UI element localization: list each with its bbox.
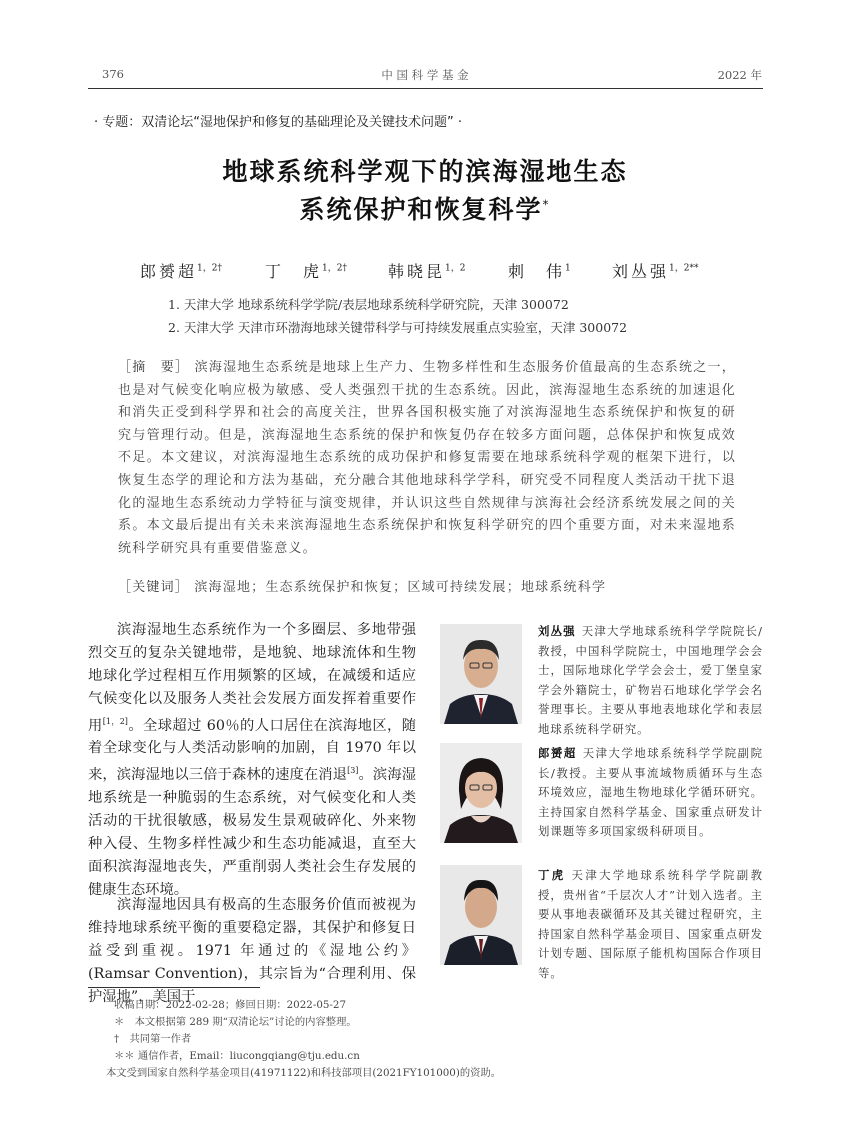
author (508, 259, 571, 282)
author-affiliation-mark: 1，2† (197, 263, 222, 274)
body-paragraph: 滨海湿地因具有极高的生态服务价值而被视为维持地球系统平衡的重要稳定器，其保护和修复日益受到重视。1971 年通过的《湿地公约》(Ramsar Convention)，其宗旨为“合理利用、保护湿地”，美国于 (88, 897, 416, 1005)
author-affiliation-mark: 1，2** (669, 263, 699, 274)
author-bio (538, 622, 763, 740)
footnote: † 共同第一作者 (114, 1033, 192, 1045)
citation-ref: [3] (347, 766, 359, 776)
bio-author-name: 丁虎 (538, 868, 566, 882)
author (388, 259, 465, 282)
author-name: 韩晓昆 (388, 262, 446, 281)
author-name: 刺 伟 (508, 262, 566, 281)
author-photo (440, 624, 522, 724)
author-photo-image (440, 865, 522, 965)
author (612, 259, 698, 282)
author-bio (538, 866, 763, 984)
journal-year: 2022 年 (717, 68, 762, 82)
bio-author-name: 郎赟超 (538, 746, 577, 760)
article-title-text: 系统保护和恢复科学 (299, 195, 543, 224)
footnote: 本文受到国家自然科学基金项目(41971122)和科技部项目(2021FY101000)的资助。 (106, 1067, 502, 1079)
abstract-label: ［摘 要］ (118, 360, 190, 375)
footnote: 收稿日期：2022-02-28；修回日期：2022-05-27 (114, 999, 347, 1011)
bio-text: 天津大学地球系统科学学院副教授，贵州省“千层次人才”计划入选者。主要从事地表碳循环及其关键过程研究，主持国家自然科学基金项目、国家重点研发计划专题、国际原子能机构国际合作项目等。 (538, 868, 763, 980)
author-list (0, 259, 850, 283)
article-title-line1: 地球系统科学观下的滨海湿地生态 (222, 157, 628, 186)
special-topic: · 专题：双清论坛“湿地保护和修复的基础理论及关键技术问题” · (94, 115, 462, 130)
article-title-line2 (0, 190, 850, 226)
affiliation: 2. 天津大学 天津市环渤海地球关键带科学与可持续发展重点实验室，天津 300072 (168, 320, 628, 335)
author (265, 259, 347, 282)
author-photo (440, 865, 522, 965)
author-photo-image (440, 624, 522, 724)
bio-text: 天津大学地球系统科学学院副院长/教授。主要从事流域物质循环与生态环境效应，湿地生物地球化学循环研究。主持国家自然科学基金、国家重点研发计划课题等多项国家级科研项目。 (538, 746, 763, 839)
body-text-segment: 滨海湿地生态系统作为一个多圈层、多地带强烈交互的复杂关键地带，是地貌、地球流体和生物地球化学过程相互作用频繁的区域，在减缓和适应气候变化以及服务人类社会发展方面发挥着重要作用 (88, 622, 416, 734)
footnote: ＊＊ 通信作者，Email：liucongqiang@tju.edu.cn (114, 1050, 360, 1062)
keywords-text: 滨海湿地；生态系统保护和恢复；区域可持续发展；地球系统科学 (194, 580, 607, 595)
abstract-text: 滨海湿地生态系统是地球上生产力、生物多样性和生态服务价值最高的生态系统之一，也是对气候变化响应极为敏感、受人类强烈干扰的生态系统。因此，滨海湿地生态系统的加速退化和消失正受到科学界和社会的高度关注，世界各国积极实施了对滨海湿地生态系统保护和恢复的研究与管理行动。但是，滨海湿地生态系统的保护和恢复仍存在较多方面问题，总体保护和恢复成效不足。本文建议，对滨海湿地生态系统的成功保护和修复需要在地球系统科学观的框架下进行，以恢复生态学的理论和方法为基础，充分融合其他地球科学学科，研究受不同程度人类活动干扰下退化的湿地生态系统动力学特征与演变规律，并认识这些自然规律与滨海社会经济系统发展之间的关系。本文最后提出有关未来滨海湿地生态系统保护和恢复科学研究的四个重要方面，对未来湿地系统科学研究具有重要借鉴意义。 (118, 360, 736, 556)
page-number: 376 (102, 67, 124, 81)
author-name: 刘丛强 (612, 262, 670, 281)
citation-ref: [1，2] (102, 716, 128, 726)
keywords (118, 577, 736, 600)
author-affiliation-mark: 1，2† (322, 263, 347, 274)
author-affiliation-mark: 1，2 (445, 263, 466, 274)
journal-name: 中 国 科 学 基 金 (381, 68, 469, 82)
footnote-rule (88, 987, 260, 988)
keywords-label: ［关键词］ (118, 580, 190, 595)
body-text-segment: 。滨海湿地系统是一种脆弱的生态系统，对气候变化和人类活动的干扰很敏感，极易发生景观破碎化、外来物种入侵、生物多样性减少和生态功能减退，直至大面积滨海湿地丧失，严重削弱人类社会生存发展的健康生态环境。 (88, 766, 417, 898)
bio-text: 天津大学地球系统科学学院院长/教授，中国科学院院士，中国地理学会会士，国际地球化学学会会士，爱丁堡皇家学会外籍院士，矿物岩石地球化学学会名誉理事长。主要从事地表地球化学和表层地球系统科学研究。 (538, 624, 763, 736)
author-photo-image (440, 743, 522, 843)
affiliation: 1. 天津大学 地球系统科学学院/表层地球系统科学研究院，天津 300072 (168, 297, 569, 312)
bio-author-name: 刘丛强 (538, 624, 576, 638)
author (140, 259, 222, 282)
abstract (118, 357, 736, 560)
author-bio (538, 744, 763, 842)
body-paragraph (88, 619, 416, 901)
author-photo (440, 743, 522, 843)
title-footnote-mark: * (542, 197, 551, 212)
author-name: 丁 虎 (265, 262, 323, 281)
header-rule (88, 88, 763, 89)
author-affiliation-mark: 1 (565, 263, 571, 274)
body-text-segment: 。全球超过 60％的人口居住在滨海地区，随着全球变化与人类活动影响的加剧，自 1970 年以来，滨海湿地以三倍于森林的速度在消退 (88, 717, 417, 783)
author-name: 郎赟超 (140, 262, 198, 281)
footnote: ＊ 本文根据第 289 期“双清论坛”讨论的内容整理。 (114, 1016, 357, 1028)
